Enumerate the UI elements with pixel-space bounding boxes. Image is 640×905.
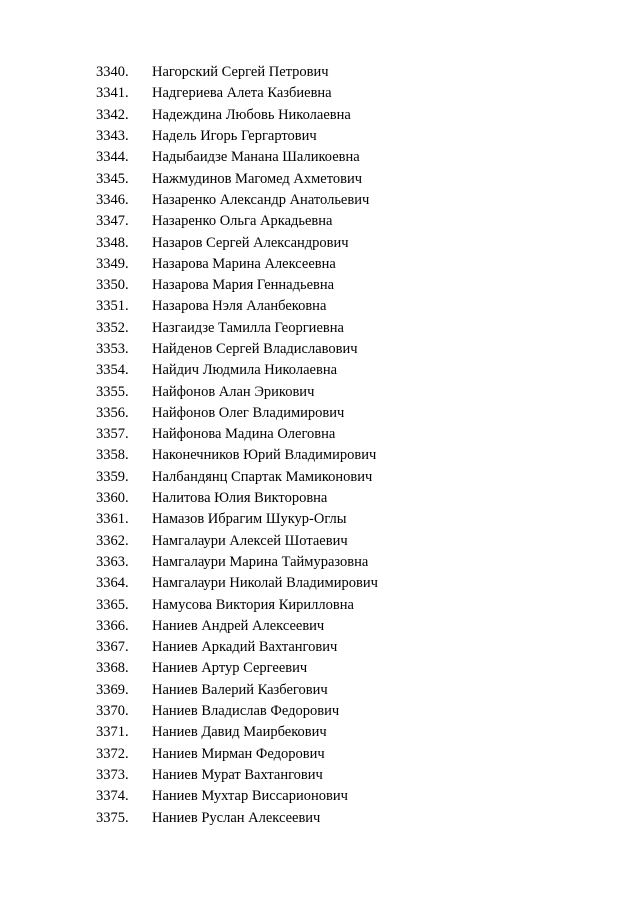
entry-number: 3364.	[96, 575, 129, 592]
entry-number: 3360.	[96, 490, 129, 507]
entry-name: Найфонов Олег Владимирович	[152, 404, 345, 421]
entry-number: 3366.	[96, 617, 129, 634]
list-item	[0, 403, 640, 424]
list-item	[0, 232, 640, 253]
entry-name: Назарова Марина Алексеевна	[152, 255, 336, 272]
entry-name: Наниев Аркадий Вахтангович	[152, 639, 338, 656]
list-item	[0, 360, 640, 381]
entry-number: 3349.	[96, 255, 129, 272]
list-item	[0, 424, 640, 445]
entry-name: Намгалаури Алексей Шотаевич	[152, 532, 348, 549]
list-item	[0, 445, 640, 466]
entry-name: Намгалаури Марина Таймуразовна	[152, 553, 369, 570]
list-item	[0, 744, 640, 765]
entry-number: 3369.	[96, 681, 129, 698]
entry-name: Надгериева Алета Казбиевна	[152, 85, 332, 102]
entry-number: 3358.	[96, 447, 129, 464]
entry-number: 3343.	[96, 128, 129, 145]
list-item	[0, 211, 640, 232]
entry-name: Найфонова Мадина Олеговна	[152, 426, 336, 443]
entry-name: Наниев Артур Сергеевич	[152, 660, 308, 677]
entry-name: Налбандянц Спартак Мамиконович	[152, 468, 373, 485]
list-item	[0, 786, 640, 807]
entry-name: Наниев Мирман Федорович	[152, 745, 325, 762]
entry-name: Найфонов Алан Эрикович	[152, 383, 315, 400]
entry-name: Надеждина Любовь Николаевна	[152, 106, 351, 123]
entry-number: 3341.	[96, 85, 129, 102]
list-item	[0, 765, 640, 786]
list-item	[0, 147, 640, 168]
entry-number: 3375.	[96, 809, 129, 826]
list-item	[0, 254, 640, 275]
entry-number: 3365.	[96, 596, 129, 613]
entry-name: Найденов Сергей Владиславович	[152, 341, 358, 357]
entry-number: 3363.	[96, 553, 129, 570]
list-item	[0, 531, 640, 552]
entry-number: 3345.	[96, 170, 129, 187]
list-item	[0, 318, 640, 339]
entry-name: Налитова Юлия Викторовна	[152, 490, 328, 507]
entry-name: Надыбаидзе Манана Шаликоевна	[152, 149, 360, 166]
list-item	[0, 467, 640, 488]
entry-number: 3357.	[96, 426, 129, 443]
entry-name: Наниев Руслан Алексеевич	[152, 809, 321, 826]
entry-number: 3351.	[96, 298, 129, 315]
entry-name: Наниев Мухтар Виссарионович	[152, 788, 348, 805]
entry-name: Назарова Мария Геннадьевна	[152, 277, 335, 294]
entry-name: Наниев Мурат Вахтангович	[152, 766, 323, 783]
entry-number: 3352.	[96, 319, 129, 336]
entry-number: 3340.	[96, 64, 129, 81]
entry-number: 3350.	[96, 277, 129, 294]
entry-name: Наконечников Юрий Владимирович	[152, 447, 377, 464]
list-item	[0, 83, 640, 104]
entry-number: 3348.	[96, 234, 129, 251]
entry-name: Назаров Сергей Александрович	[152, 234, 349, 251]
entry-number: 3355.	[96, 383, 129, 400]
list-item	[0, 339, 640, 360]
entry-name: Намусова Виктория Кирилловна	[152, 596, 354, 613]
entry-number: 3372.	[96, 745, 129, 762]
list-item	[0, 105, 640, 126]
list-item	[0, 658, 640, 679]
entry-name: Намгалаури Николай Владимирович	[152, 575, 378, 592]
entry-number: 3367.	[96, 639, 129, 656]
entry-number: 3354.	[96, 362, 129, 379]
list-item	[0, 168, 640, 189]
entry-name: Назаренко Александр Анатольевич	[152, 191, 370, 208]
entry-name: Наниев Андрей Алексеевич	[152, 617, 325, 634]
entry-number: 3371.	[96, 724, 129, 741]
entry-name: Наниев Давид Маирбекович	[152, 724, 327, 741]
entry-number: 3347.	[96, 213, 129, 230]
entry-name: Назаренко Ольга Аркадьевна	[152, 213, 333, 230]
entry-number: 3342.	[96, 106, 129, 123]
list-item	[0, 594, 640, 615]
list-item	[0, 680, 640, 701]
entry-number: 3368.	[96, 660, 129, 677]
list-item	[0, 296, 640, 317]
list-item	[0, 701, 640, 722]
list-item	[0, 190, 640, 211]
list-item	[0, 275, 640, 296]
list-item	[0, 552, 640, 573]
entry-number: 3370.	[96, 703, 129, 720]
entry-name: Наниев Владислав Федорович	[152, 703, 340, 720]
list-item	[0, 381, 640, 402]
list-item	[0, 616, 640, 637]
entry-number: 3362.	[96, 532, 129, 549]
list-item	[0, 488, 640, 509]
entry-name: Нагорский Сергей Петрович	[152, 64, 329, 81]
entry-name: Назгаидзе Тамилла Георгиевна	[152, 319, 344, 336]
entry-number: 3346.	[96, 191, 129, 208]
list-item	[0, 573, 640, 594]
list-item	[0, 509, 640, 530]
list-item	[0, 722, 640, 743]
entry-number: 3359.	[96, 468, 129, 485]
list-item	[0, 807, 640, 828]
entry-number: 3374.	[96, 788, 129, 805]
entry-name: Наниев Валерий Казбегович	[152, 681, 328, 698]
name-list	[0, 62, 640, 829]
entry-number: 3356.	[96, 404, 129, 421]
list-item	[0, 62, 640, 83]
entry-number: 3353.	[96, 341, 129, 357]
entry-name: Назарова Нэля Аланбековна	[152, 298, 327, 315]
list-item	[0, 126, 640, 147]
entry-name: Найдич Людмила Николаевна	[152, 362, 338, 379]
entry-name: Надель Игорь Гергартович	[152, 128, 317, 145]
entry-name: Намазов Ибрагим Шукур-Оглы	[152, 511, 347, 528]
list-item	[0, 637, 640, 658]
entry-number: 3373.	[96, 766, 129, 783]
entry-name: Нажмудинов Магомед Ахметович	[152, 170, 362, 187]
entry-number: 3361.	[96, 511, 129, 528]
entry-number: 3344.	[96, 149, 129, 166]
